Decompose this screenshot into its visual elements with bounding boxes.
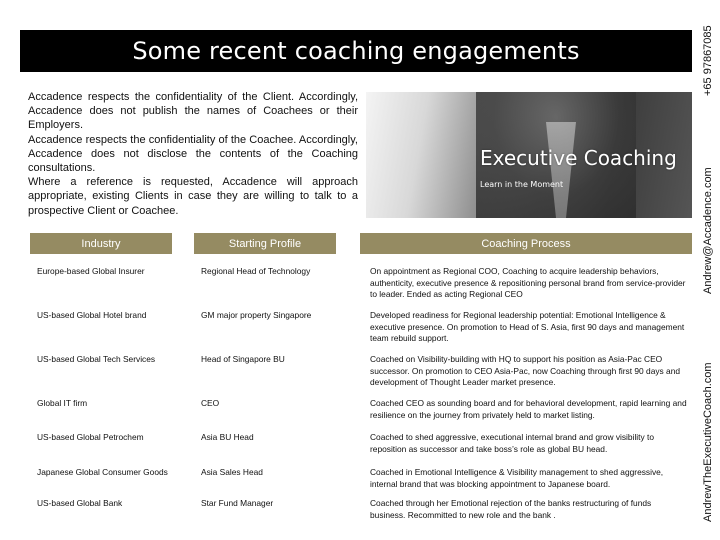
profile-cell: Asia Sales Head [201, 467, 263, 477]
email-address[interactable]: Andrew@Accadence.com [702, 167, 714, 294]
profile-cell: Asia BU Head [201, 432, 254, 442]
website-url[interactable]: AndrewTheExecutiveCoach.com [702, 362, 714, 522]
industry-cell: Global IT firm [37, 398, 88, 408]
process-cell: Coached through her Emotional rejection of the banks restructuring of funds business. Recommitted to new role and the bank . [370, 498, 652, 520]
process-cell: Coached on Visibility-building with HQ to support his position as Asia-Pac CEO successor. On promotion to CEO Asia-Pac, now Coaching through first 90 days and development of Thought Leader market presence. [370, 354, 681, 388]
industry-cell: Japanese Global Consumer Goods [37, 467, 168, 477]
intro-paragraph-coachee: Accadence respects the confidentiality of the Coachee. Accordingly, Accadence does not disclose the contents of the Coaching consultations. [28, 133, 358, 175]
profile-cell: Star Fund Manager [201, 498, 274, 508]
column-header-industry: Industry [30, 233, 172, 254]
industry-cell: Europe-based Global Insurer [37, 266, 145, 276]
intro-paragraph-reference: Where a reference is requested, Accadence will approach appropriate, existing Clients in case they are willing to talk to a prospective Client or Coachee. [28, 176, 358, 217]
process-cell: Coached CEO as sounding board and for behavioral development, rapid learning and resilience on the journey from privately held to market listing. [370, 398, 687, 420]
profile-cell: Regional Head of Technology [201, 266, 311, 276]
profile-cell: Head of Singapore BU [201, 354, 285, 364]
industry-cell: US-based Global Bank [37, 498, 123, 508]
process-cell: On appointment as Regional COO, Coaching to acquire leadership behaviors, authenticity, executive presence & repositioning personal brand from service-provider to leader. Ended as acting Regional CEO [370, 266, 686, 300]
column-header-coaching-process: Coaching Process [360, 233, 692, 254]
phone-number: +65 97867085 [702, 25, 714, 96]
process-cell: Coached to shed aggressive, executional internal brand and grow visibility to reposition as successor and take boss’s role as global BU head. [370, 432, 654, 454]
process-cell: Coached in Emotional Intelligence & Visibility management to shed aggressive, internal brand that was blocking appointment to Japanese board. [370, 467, 664, 489]
industry-cell: US-based Global Tech Services [37, 354, 156, 364]
process-cell: Developed readiness for Regional leadership potential: Emotional Intelligence & executive presence. On promotion to Head of S. Asia, first 90 days and management team rebuild support. [370, 310, 685, 344]
page-title: Some recent coaching engagements [20, 30, 692, 72]
industry-cell: US-based Global Hotel brand [37, 310, 147, 320]
profile-cell: CEO [201, 398, 220, 408]
column-header-starting-profile: Starting Profile [194, 233, 336, 254]
profile-cell: GM major property Singapore [201, 310, 312, 320]
banner-subtitle: Learn in the Moment [480, 180, 564, 189]
industry-cell: US-based Global Petrochem [37, 432, 144, 442]
banner-title: Executive Coaching [480, 146, 677, 170]
intro-paragraph-client: Accadence respects the confidentiality of the Client. Accordingly, Accadence does not publish the names of Coachees or their Employers. [28, 91, 358, 132]
